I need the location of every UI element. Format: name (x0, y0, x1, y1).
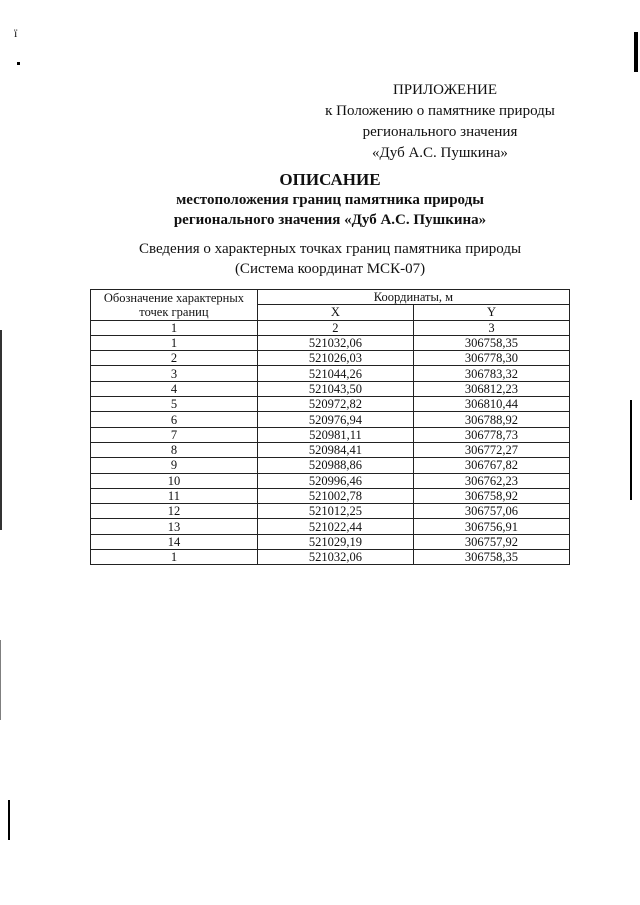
point-cell: 6 (91, 412, 258, 427)
x-cell: 520984,41 (257, 442, 413, 457)
y-cell: 306788,92 (413, 412, 569, 427)
column-number: 3 (413, 320, 569, 335)
point-cell: 8 (91, 442, 258, 457)
x-cell: 521002,78 (257, 488, 413, 503)
scan-edge-mark (8, 800, 10, 840)
point-cell: 2 (91, 351, 258, 366)
x-cell: 521032,06 (257, 335, 413, 350)
x-cell: 521029,19 (257, 534, 413, 549)
table-row (91, 442, 570, 457)
x-cell: 520976,94 (257, 412, 413, 427)
point-cell: 12 (91, 504, 258, 519)
x-cell: 520972,82 (257, 397, 413, 412)
coordinates-table (90, 289, 570, 565)
table-row (91, 427, 570, 442)
x-cell: 521032,06 (257, 550, 413, 565)
table-row (91, 412, 570, 427)
x-cell: 520988,86 (257, 458, 413, 473)
heading-line-2: регионального значения «Дуб А.С. Пушкина» (173, 212, 487, 228)
table-row (91, 366, 570, 381)
header-coords: Координаты, м (257, 290, 569, 305)
point-cell: 5 (91, 397, 258, 412)
x-cell: 521043,50 (257, 381, 413, 396)
y-cell: 306778,73 (413, 427, 569, 442)
point-cell: 11 (91, 488, 258, 503)
scan-edge-mark (0, 640, 1, 720)
y-cell: 306762,23 (413, 473, 569, 488)
scan-edge-mark (630, 400, 632, 500)
point-cell: 1 (91, 550, 258, 565)
table-row (91, 335, 570, 350)
appendix-block (0, 80, 640, 164)
heading-line-1: местоположения границ памятника природы (176, 192, 484, 208)
header-x: X (257, 305, 413, 320)
y-cell: 306778,30 (413, 351, 569, 366)
table-row (91, 550, 570, 565)
column-number-row (91, 320, 570, 335)
point-cell: 1 (91, 335, 258, 350)
point-cell: 10 (91, 473, 258, 488)
y-cell: 306758,35 (413, 335, 569, 350)
y-cell: 306758,92 (413, 488, 569, 503)
y-cell: 306772,27 (413, 442, 569, 457)
x-cell: 520981,11 (257, 427, 413, 442)
y-cell: 306757,06 (413, 504, 569, 519)
y-cell: 306756,91 (413, 519, 569, 534)
point-cell: 3 (91, 366, 258, 381)
table-caption (0, 239, 640, 279)
y-cell: 306758,35 (413, 550, 569, 565)
table-row (91, 458, 570, 473)
point-cell: 7 (91, 427, 258, 442)
scan-edge-mark (0, 330, 2, 530)
y-cell: 306767,82 (413, 458, 569, 473)
table-row (91, 534, 570, 549)
point-cell: 14 (91, 534, 258, 549)
header-point: Обозначение характерных точек границ (91, 290, 258, 321)
y-cell: 306757,92 (413, 534, 569, 549)
x-cell: 521044,26 (257, 366, 413, 381)
table-row (91, 504, 570, 519)
table-row (91, 351, 570, 366)
point-cell: 4 (91, 381, 258, 396)
x-cell: 520996,46 (257, 473, 413, 488)
scan-dot (17, 62, 20, 65)
table-header-row (91, 290, 570, 305)
y-cell: 306812,23 (413, 381, 569, 396)
table-row (91, 488, 570, 503)
x-cell: 521026,03 (257, 351, 413, 366)
table-row (91, 473, 570, 488)
heading-title: ОПИСАНИЕ (279, 170, 381, 189)
table-row (91, 381, 570, 396)
x-cell: 521012,25 (257, 504, 413, 519)
document-heading (0, 170, 640, 230)
y-cell: 306783,32 (413, 366, 569, 381)
appendix-title: ПРИЛОЖЕНИЕ (392, 82, 498, 98)
table-row (91, 519, 570, 534)
y-cell: 306810,44 (413, 397, 569, 412)
column-number: 1 (91, 320, 258, 335)
appendix-line-1: к Положению о памятнике природы (325, 103, 555, 119)
column-number: 2 (257, 320, 413, 335)
appendix-line-3: «Дуб А.С. Пушкина» (372, 145, 508, 161)
scan-edge-mark (634, 32, 638, 72)
appendix-line-2: регионального значения (362, 124, 518, 140)
point-cell: 9 (91, 458, 258, 473)
header-y: Y (413, 305, 569, 320)
x-cell: 521022,44 (257, 519, 413, 534)
page-corner-mark: ї (14, 26, 18, 40)
caption-line-2: (Система координат МСК-07) (234, 261, 426, 277)
caption-line-1: Сведения о характерных точках границ памятника природы (138, 241, 522, 257)
point-cell: 13 (91, 519, 258, 534)
table-row (91, 397, 570, 412)
